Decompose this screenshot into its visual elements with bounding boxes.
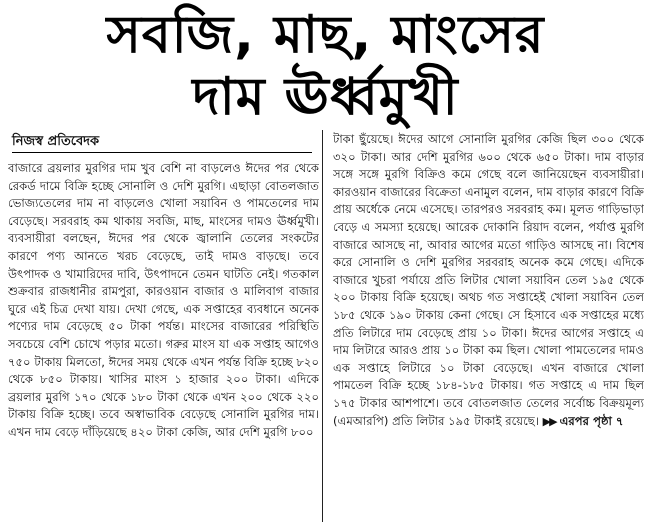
article-column-left: [8, 160, 319, 526]
article-column-right: [333, 131, 644, 525]
column-divider: [322, 130, 323, 522]
byline: [12, 134, 312, 150]
double-arrow-icon: ▶▶: [542, 414, 556, 428]
continued-on-link[interactable]: [543, 414, 624, 428]
headline: [0, 4, 651, 128]
headline-line-2: দাম ঊর্ধ্বমুখী: [192, 67, 459, 127]
byline-rule: [12, 152, 312, 153]
headline-line-1: সবজি, মাছ, মাংসের: [106, 5, 545, 65]
right-column-text: টাকা ছুঁয়েছে। ঈদের আগে সোনালি মুরগির কেজি ছিল ৩০০ থেকে ৩২০ টাকা। আর দেশি মুরগির ৬০০ থেকে ৬৫০ টাকা। দাম বাড়ার সঙ্গে সঙ্গে মুরগি বিক্রিও কমে গেছে বলে জানিয়েছেন ব্যবসায়ীরা। কারওয়ান বাজারের বিক্রেতা এনামুল বলেন, দাম বাড়ার কারণে বিক্রি প্রায় অর্ধেকে নেমে এসেছে। তারপরও সরবরাহ কম। মূলত গাড়িভাড়া বেড়ে এ সমস্যা হয়েছে। আরেক দোকানি রিয়াদ বলেন, পর্যাপ্ত মুরগি বাজারে আসছে না, আবার আগের মতো গাড়িও আসছে না। বিশেষ করে সোনালি ও দেশি মুরগির সরবরাহ অনেক কমে গেছে। এদিকে বাজারে খুচরা পর্যায়ে প্রতি লিটার খোলা সয়াবিন তেল ১৯৫ থেকে ২০০ টাকায় বিক্রি হয়েছে। অথচ গত সপ্তাহেই খোলা সয়াবিন তেল ১৮৫ থেকে ১৯০ টাকায় কেনা গেছে। সে হিসাবে এক সপ্তাহের মধ্যে প্রতি লিটারে দাম বেড়েছে প্রায় ১০ টাকা। ঈদের আগের সপ্তাহে এ দাম লিটারে আরও প্রায় ১০ টাকা কম ছিল। খোলা পামতেলের দামও এক সপ্তাহে লিটারে ১০ টাকা বেড়েছে। এখন বাজারে খোলা পামতেল বিক্রি হচ্ছে ১৮৪-১৮৫ টাকায়। গত সপ্তাহে এ দাম ছিল ১৭৫ টাকার আশপাশে। তবে বোতলজাত তেলের সর্বোচ্চ বিক্রয়মূল্য (এমআরপি) প্রতি লিটার ১৯৫ টাকাই রয়েছে।: [333, 132, 644, 428]
byline-text: নিজস্ব প্রতিবেদক: [12, 134, 100, 149]
continued-on-text: এরপর পৃষ্ঠা ৭: [559, 413, 624, 428]
left-column-text: বাজারে ব্রয়লার মুরগির দাম খুব বেশি না বাড়লেও ঈদের পর থেকে রেকর্ড দামে বিক্রি হচ্ছে সোনালি ও দেশি মুরগি। এছাড়া বোতলজাত ভোজ্যতেলের দাম না বাড়লেও খোলা সয়াবিন ও পামতেলের দাম বেড়েছে। সরবরাহ কম থাকায় সবজি, মাছ, মাংসের দামও ঊর্ধ্বমুখী। ব্যবসায়ীরা বলছেন, ঈদের পর থেকে জ্বালানি তেলের সংকটের কারণে পণ্য আনতে খরচ বেড়েছে, তাই দামও বাড়ছে। তবে উৎপাদক ও খামারিদের দাবি, উৎপাদনে তেমন ঘাটতি নেই। গতকাল শুক্রবার রাজধানীর রামপুরা, কারওয়ান বাজার ও মালিবাগ বাজার ঘুরে এই চিত্র দেখা যায়। দেখা গেছে, এক সপ্তাহের ব্যবধানে অনেক পণ্যের দাম বেড়েছে ৫০ টাকা পর্যন্ত। মাংসের বাজারের পরিস্থিতি সবচেয়ে বেশি চোখে পড়ার মতো। গরুর মাংস যা এক সপ্তাহ আগেও ৭৫০ টাকায় মিলতো, ঈদের সময় থেকে এখন পর্যন্ত বিক্রি হচ্ছে ৮২০ থেকে ৮৫০ টাকায়। খাসির মাংস ১ হাজার ২০০ টাকা। এদিকে ব্রয়লার মুরগি ১৭০ থেকে ১৮০ টাকা থেকে এখন ২০০ থেকে ২২০ টাকায় বিক্রি হচ্ছে। তবে অস্বাভাবিক বেড়েছে সোনালি মুরগির দাম। এখন দাম বেড়ে দাঁড়িয়েছে ৪২০ টাকা কেজি, আর দেশি মুরগি ৮০০: [8, 161, 319, 439]
